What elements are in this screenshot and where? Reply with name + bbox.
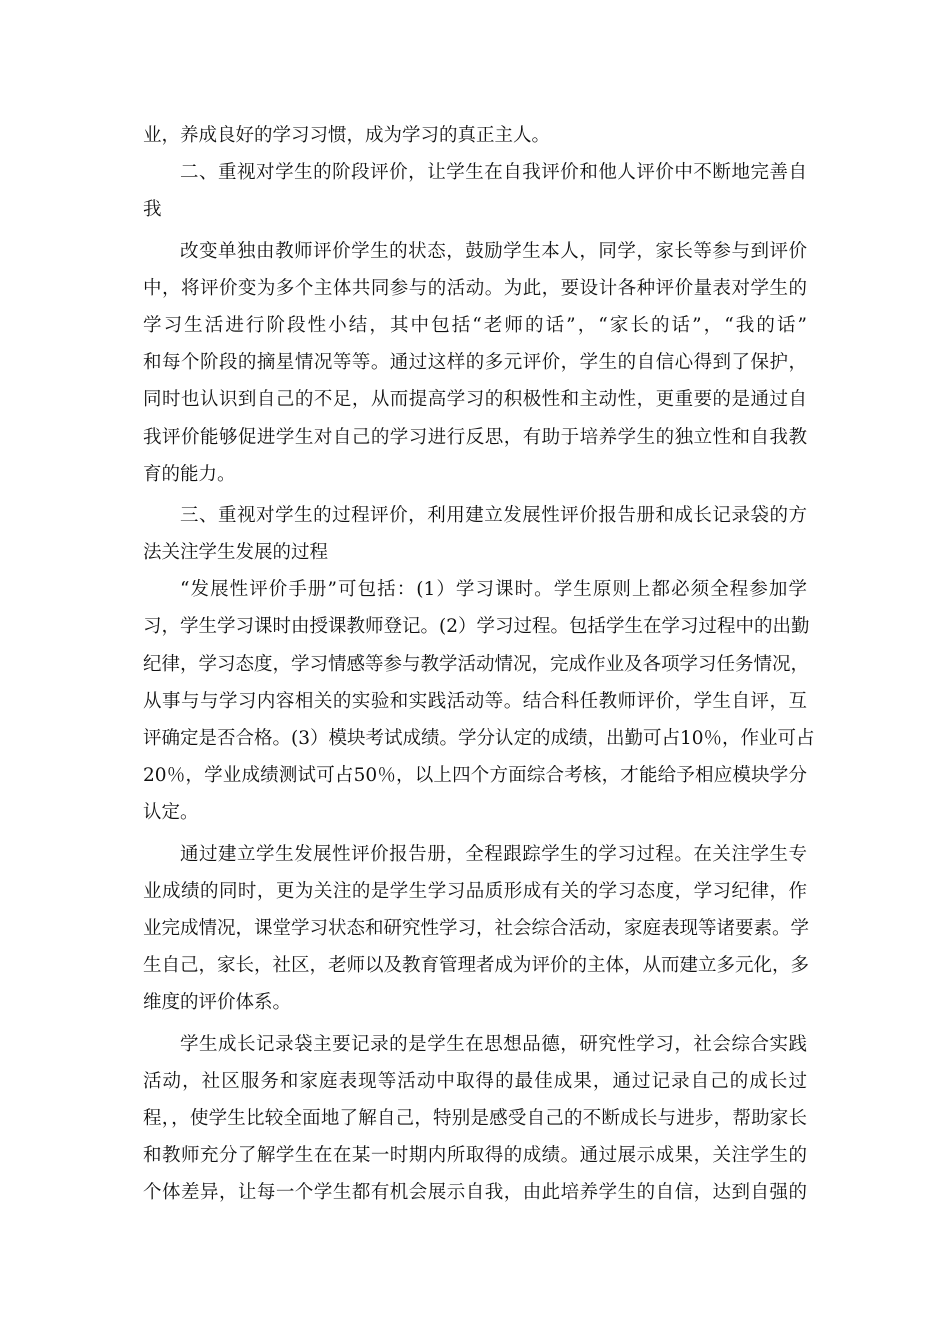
text-line: 和教师充分了解学生在在某一时期内所取得的成绩。通过展示成果，关注学生的 (143, 1145, 807, 1167)
text-line: 和每个阶段的摘星情况等等。通过这样的多元评价，学生的自信心得到了保护， (143, 352, 807, 374)
text-line: 认定。 (143, 802, 199, 824)
text-line: 学生成长记录袋主要记录的是学生在思想品德，研究性学习，社会综合实践 (180, 1033, 807, 1055)
paragraph-growth-portfolio (143, 1026, 807, 1212)
paragraph-report-book (143, 836, 810, 1022)
text-line: 三、重视对学生的过程评价，利用建立发展性评价报告册和成长记录袋的方 (180, 504, 807, 526)
text-line: 学习生活进行阶段性小结，其中包括“老师的话”，“家长的话”，“我的话” (143, 314, 807, 336)
text-line: 中，将评价变为多个主体共同参与的活动。为此，要设计各种评价量表对学生的 (143, 277, 807, 299)
text-line: 活动，社区服务和家庭表现等活动中取得的最佳成果，通过记录自己的成长过 (143, 1070, 807, 1092)
text-line: 同时也认识到自己的不足，从而提高学习的积极性和主动性，更重要的是通过自 (143, 389, 807, 411)
section-heading-2 (143, 154, 807, 228)
text-line: 我 (143, 199, 162, 221)
text-line: 二、重视对学生的阶段评价，让学生在自我评价和他人评价中不断地完善自 (180, 162, 807, 184)
document-body (143, 117, 815, 1211)
text-line: 程，，使学生比较全面地了解自己，特别是感受自己的不断成长与进步，帮助家长 (143, 1107, 807, 1129)
text-line: 从事与与学习内容相关的实验和实践活动等。结合科任教师评价，学生自评，互 (143, 690, 807, 712)
text-line: 习，学生学习课时由授课教师登记。(2）学习过程。包括学生在学习过程中的出勤 (143, 616, 810, 638)
text-line: 业完成情况，课堂学习状态和研究性学习，社会综合活动，家庭表现等诸要素。学 (143, 917, 810, 939)
section-heading-3 (143, 497, 807, 571)
text-line: “发展性评价手册”可包括：(1）学习课时。学生原则上都必须全程参加学 (180, 579, 807, 601)
text-line: 纪律，学习态度，学习情感等参与教学活动情况，完成作业及各项学习任务情况， (143, 653, 810, 675)
text-line: 育的能力。 (143, 463, 236, 485)
text-line: 20％，学业成绩测试可占50％，以上四个方面综合考核，才能给予相应模块学分 (143, 765, 807, 787)
text-line: 法关注学生发展的过程 (143, 542, 329, 564)
text-line: 我评价能够促进学生对自己的学习进行反思，有助于培养学生的独立性和自我教 (143, 426, 807, 448)
text-line: 个体差异，让每一个学生都有机会展示自我，由此培养学生的自信，达到自强的 (143, 1182, 807, 1204)
text-line: 维度的评价体系。 (143, 992, 292, 1014)
paragraph-continuation (143, 117, 807, 154)
text-line: 业，养成良好的学习习惯，成为学习的真正主人。 (143, 125, 551, 146)
text-line: 通过建立学生发展性评价报告册，全程跟踪学生的学习过程。在关注学生专 (180, 843, 807, 865)
text-line: 业成绩的同时，更为关注的是学生学习品质形成有关的学习态度，学习纪律，作 (143, 880, 807, 902)
text-line: 生自己，家长，社区，老师以及教育管理者成为评价的主体，从而建立多元化，多 (143, 955, 810, 977)
text-line: 评确定是否合格。(3）模块考试成绩。学分认定的成绩，出勤可占10％，作业可占 (143, 728, 815, 749)
paragraph-stage-evaluation (143, 233, 807, 493)
text-line: 改变单独由教师评价学生的状态，鼓励学生本人，同学，家长等参与到评价 (180, 240, 807, 262)
paragraph-development-handbook (143, 571, 815, 831)
